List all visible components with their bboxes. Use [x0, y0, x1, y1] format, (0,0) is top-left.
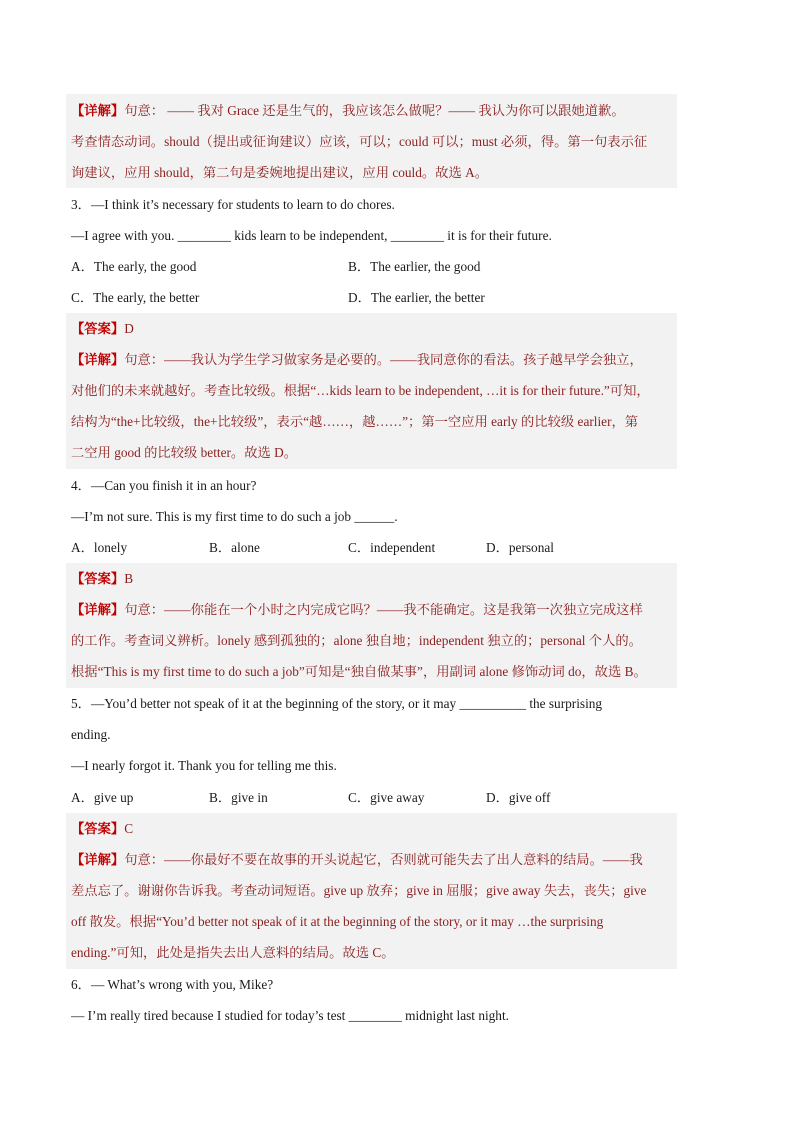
explanation-line: 根据“This is my first time to do such a job”可知是“独自做某事”，用副词 alone 修饰动词 do，故选 B。	[71, 664, 647, 679]
explanation-line: 【详解】句意：——我认为学生学习做家务是必要的。——我同意你的看法。孩子越早学会独立，	[71, 352, 643, 367]
explanation-line: 询建议，应用 should，第二句是委婉地提出建议，应用 could。故选 A。	[71, 165, 489, 180]
explanation-tag: 【详解】	[71, 103, 125, 118]
answer-line: 【答案】C	[71, 821, 134, 836]
answer-tag: 【答案】	[71, 321, 125, 336]
option-c: C．independent	[348, 540, 436, 555]
explanation-line: 对他们的未来就越好。考查比较级。根据“…kids learn to be independent, …it is for their future.”可知，	[71, 383, 650, 398]
question-3-line: —I agree with you. ________ kids learn to be independent, ________ it is for their future.	[71, 228, 552, 243]
question-3-stem: 3．—I think it’s necessary for students to learn to do chores.	[71, 197, 395, 212]
question-5-stem: 5．—You’d better not speak of it at the beginning of the story, or it may __________ the surprising	[71, 696, 603, 711]
question-6-stem: 6．— What’s wrong with you, Mike?	[71, 977, 274, 992]
option-b: B．give in	[209, 790, 268, 805]
explanation-tag: 【详解】	[71, 852, 125, 867]
explanation-line: 考查情态动词。should（提出或征询建议）应该，可以；could 可以；must 必须，得。第一句表示征	[71, 134, 648, 149]
answer-tag: 【答案】	[71, 821, 125, 836]
option-b: B．The earlier, the good	[348, 259, 481, 274]
option-d: D．personal	[486, 540, 554, 555]
option-a: A．lonely	[71, 540, 128, 555]
question-4-stem: 4．—Can you finish it in an hour?	[71, 478, 257, 493]
explanation-tag: 【详解】	[71, 602, 125, 617]
answer-line: 【答案】D	[71, 321, 134, 336]
explanation-line: 【详解】句意：——你最好不要在故事的开头说起它，否则就可能失去了出人意料的结局。——我	[71, 852, 643, 867]
option-b: B．alone	[209, 540, 260, 555]
explanation-line: 二空用 good 的比较级 better。故选 D。	[71, 445, 298, 460]
explanation-line: ending.”可知，此处是指失去出人意料的结局。故选 C。	[71, 945, 395, 960]
option-d: D．The earlier, the better	[348, 290, 485, 305]
question-6-line: — I’m really tired because I studied for today’s test ________ midnight last night.	[71, 1008, 509, 1023]
question-4-line: —I’m not sure. This is my first time to do such a job ______.	[71, 509, 398, 524]
question-5-line: ending.	[71, 727, 111, 742]
answer-tag: 【答案】	[71, 571, 125, 586]
question-5-line: —I nearly forgot it. Thank you for telling me this.	[71, 758, 337, 773]
explanation-line: 【详解】句意： —— 我对 Grace 还是生气的，我应该怎么做呢？—— 我认为你可以跟她道歉。	[71, 103, 625, 118]
option-c: C．The early, the better	[71, 290, 200, 305]
answer-line: 【答案】B	[71, 571, 134, 586]
explanation-tag: 【详解】	[71, 352, 125, 367]
explanation-line: 结构为“the+比较级，the+比较级”，表示“越……，越……”；第一空应用 early 的比较级 earlier，第	[71, 414, 639, 429]
option-a: A．The early, the good	[71, 259, 197, 274]
explanation-line: 【详解】句意：——你能在一个小时之内完成它吗？——我不能确定。这是我第一次独立完成这样	[71, 602, 643, 617]
option-a: A．give up	[71, 790, 134, 805]
option-d: D．give off	[486, 790, 551, 805]
option-c: C．give away	[348, 790, 425, 805]
explanation-line: 差点忘了。谢谢你告诉我。考查动词短语。give up 放弃；give in 屈服；give away 失去，丧失；give	[71, 883, 647, 898]
explanation-line: 的工作。考查词义辨析。lonely 感到孤独的；alone 独自地；independent 独立的；personal 个人的。	[71, 633, 642, 648]
explanation-line: off 散发。根据“You’d better not speak of it at the beginning of the story, or it may …the surprising	[71, 914, 604, 929]
